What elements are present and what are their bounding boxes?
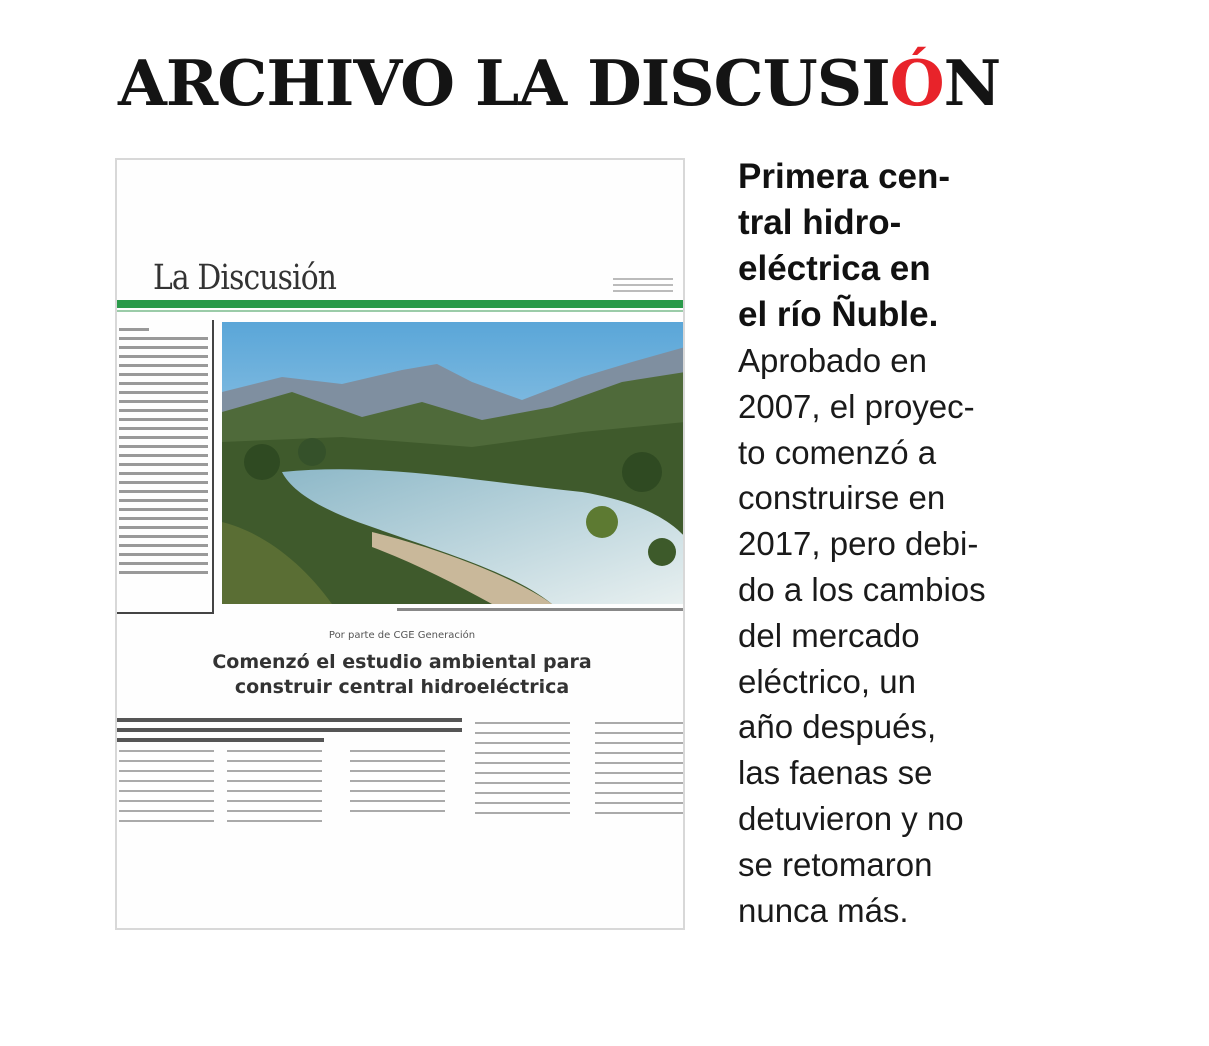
section-title-tail: N [943, 46, 1001, 120]
clipping-masthead: La Discusión [153, 258, 337, 298]
clipping-side-column [117, 320, 214, 614]
masthead-date-lines [613, 278, 673, 296]
clipping-text-column [475, 722, 570, 822]
photo-caption-line [397, 608, 685, 611]
clipping-text-column [350, 750, 445, 820]
story-body-line: nunca más. [738, 891, 909, 929]
story-headline-line: tral hidro- [738, 203, 902, 242]
story-body-line: 2017, pero debi- [738, 525, 979, 563]
clipping-headline-line: Comenzó el estudio ambiental para [212, 651, 592, 673]
clipping-text-column [119, 750, 214, 830]
story-body-line: eléctrico, un [738, 662, 916, 700]
story-body-line: del mercado [738, 616, 920, 654]
story-body-line: año después, [738, 708, 937, 746]
clipping-text-column [227, 750, 322, 830]
clipping-headline-line: construir central hidroeléctrica [234, 676, 570, 698]
story-headline [738, 154, 950, 338]
newspaper-clipping [115, 158, 685, 930]
story-headline-line: eléctrica en [738, 249, 931, 288]
story-body-line: construirse en [738, 479, 946, 517]
story-body-line: Aprobado en [738, 342, 927, 379]
clipping-headline [117, 650, 685, 700]
story-headline-line: Primera cen- [738, 157, 951, 196]
masthead-thin-rule [117, 310, 685, 312]
masthead-rule [117, 300, 685, 308]
story-body-line: se retomaron [738, 845, 933, 883]
section-title-main: ARCHIVO LA DISCUSI [118, 46, 890, 120]
story-body-line: las faenas se [738, 754, 933, 792]
river-photo [222, 322, 685, 604]
story-body-line: detuvieron y no [738, 799, 964, 837]
story-body-line: do a los cambios [738, 570, 986, 608]
story-body-line: 2007, el proyec- [738, 387, 975, 425]
story-headline-line: el río Ñuble. [738, 295, 939, 334]
section-title-accent: Ó [889, 46, 944, 120]
story-body-line: to comenzó a [738, 433, 937, 471]
section-title [118, 40, 1000, 126]
clipping-text-column [595, 722, 683, 822]
clipping-kicker: Por parte de CGE Generación [328, 630, 476, 641]
clipping-lead [117, 718, 462, 748]
story-body [738, 338, 986, 933]
